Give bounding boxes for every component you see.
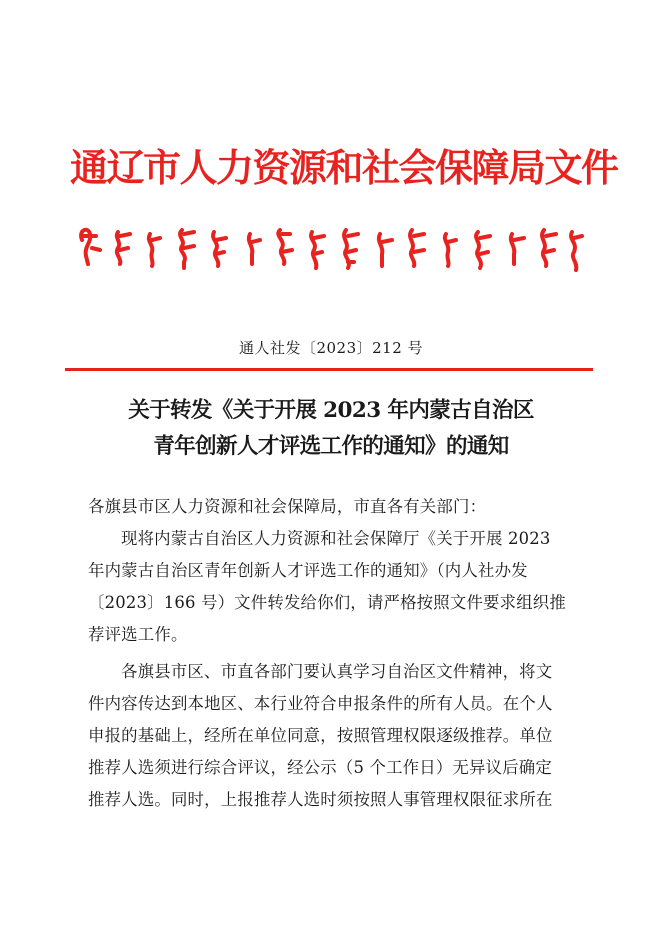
paragraph-1-line: 年内蒙古自治区青年创新人才评选工作的通知》（内人社办发 — [88, 561, 528, 580]
paragraph-2-line: 各旗县市区、市直各部门要认真学习自治区文件精神，将文 — [121, 662, 553, 681]
document-body — [88, 491, 588, 816]
document-title — [60, 393, 602, 465]
paragraph-2-line: 推荐人选须进行综合评议，经公示（5 个工作日）无异议后确定 — [88, 758, 552, 777]
issuing-authority-header: 通辽市人力资源和社会保障局文件 — [70, 145, 618, 190]
document-number: 通人社发〔2023〕212 号 — [238, 339, 424, 357]
title-line-2: 青年创新人才评选工作的通知》的通知 — [153, 434, 509, 459]
paragraph-1-line: 现将内蒙古自治区人力资源和社会保障厅《关于开展 2023 — [121, 529, 551, 548]
paragraph-1-line: 〔2023〕166 号）文件转发给你们，请严格按照文件要求组织推 — [88, 593, 566, 612]
mongolian-script-header — [74, 212, 584, 274]
red-divider-rule — [65, 368, 593, 371]
paragraph-2 — [88, 656, 588, 816]
paragraph-1 — [88, 523, 588, 651]
salutation — [88, 491, 588, 523]
salutation-line: 各旗县市区人力资源和社会保障局，市直各有关部门： — [88, 497, 487, 516]
paragraph-1-line: 荐评选工作。 — [88, 625, 188, 644]
paragraph-2-line: 申报的基础上，经所在单位同意，按照管理权限逐级推荐。单位 — [88, 726, 553, 745]
paragraph-2-line: 推荐人选。同时，上报推荐人选时须按照人事管理权限征求所在 — [88, 790, 553, 809]
paragraph-2-line: 件内容传达到本地区、本行业符合申报条件的所有人员。在个人 — [88, 694, 553, 713]
title-line-1: 关于转发《关于开展 2023 年内蒙古自治区 — [128, 398, 534, 423]
